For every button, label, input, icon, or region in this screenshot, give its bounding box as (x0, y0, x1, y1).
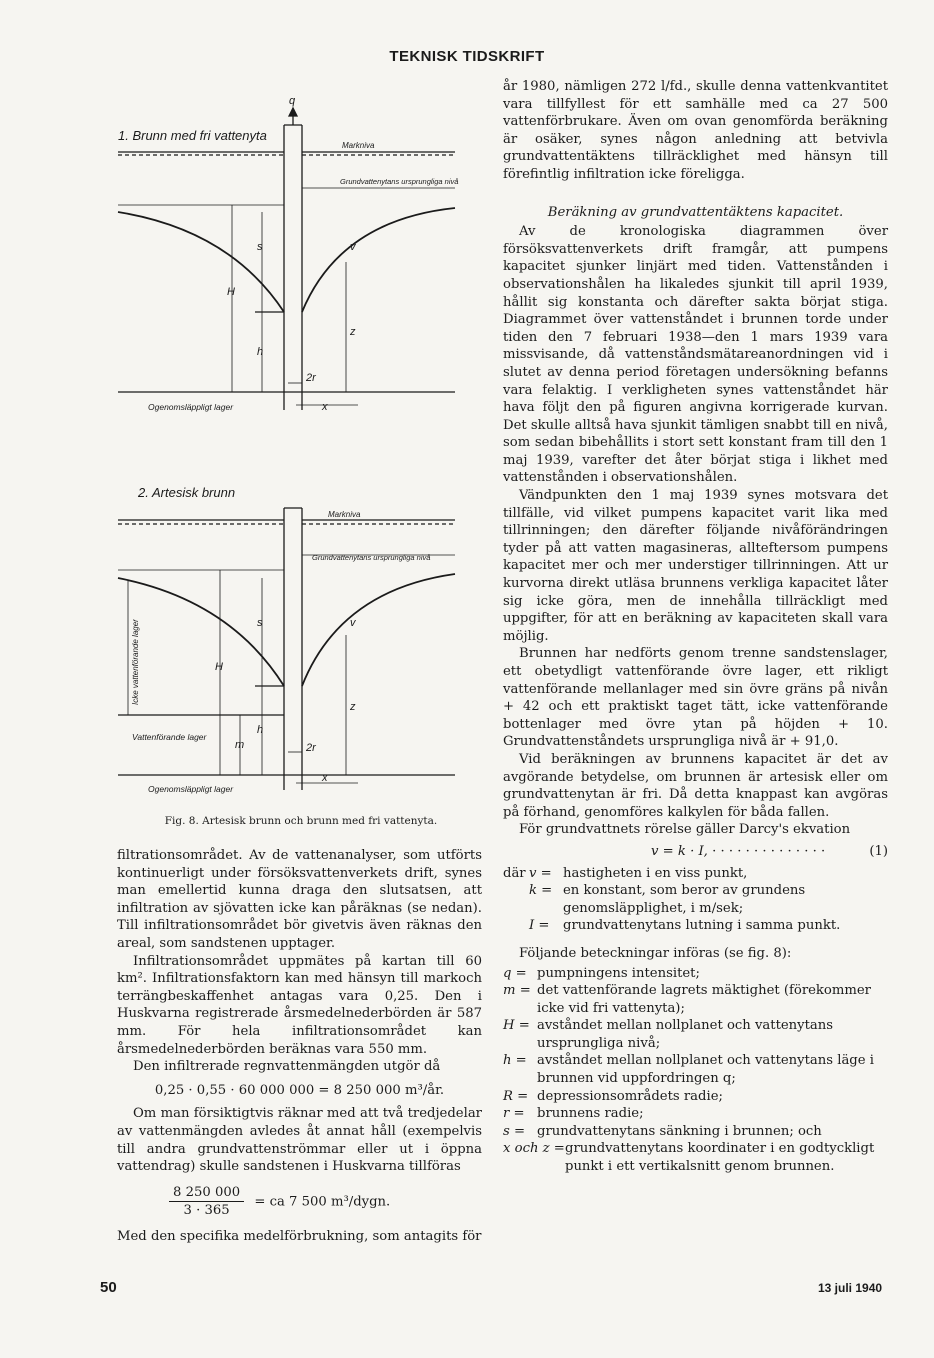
right-paragraph-3: Vändpunkten den 1 maj 1939 synes motsvara det tillfälle, vid vilket pumpens kapacitet varit lika med tillrinningen; den därefter följande nivåförändringen tyder på att vatten magasineras, allteftersom pumpens kapacitet mer och mer understiger tillrinningen. Att ur kurvorna direkt utläsa brunnens verkliga kapacitet låter sig icke göra, men de innehålla tillräckligt med uppgifter, för att en beräkning av kapaciteten skall vara möjlig. (503, 488, 888, 644)
label-H-1: H (227, 286, 235, 298)
panel2-title: 2. Artesisk brunn (138, 485, 236, 500)
label-q: q (289, 95, 296, 107)
definition-row (503, 1017, 888, 1052)
darcy-dots: · · · · · · · · · · · · · · (712, 843, 826, 859)
depression-curve-2-left (118, 578, 284, 686)
def-symbol: I = (529, 918, 550, 934)
vattenforande-label: Vattenförande lager (132, 732, 207, 742)
q-arrowhead-1 (289, 108, 297, 116)
right-paragraph-5: Vid beräkningen av brunnens kapacitet är det av avgörande betydelse, om brunnen är artesisk eller om grundvattenytan är fri. Då detta knappast kan avgöras på förhand, genomföres kalkylen för båda fallen. (503, 751, 888, 820)
def-text: avståndet mellan nollplanet och vattenytans ursprungliga nivå; (537, 1018, 834, 1051)
def-text: grundvattenytans lutning i samma punkt. (563, 918, 841, 934)
definition-row (503, 965, 888, 983)
depression-curve-1-left (118, 212, 284, 312)
equation-infiltration: 0,25 · 0,55 · 60 000 000 = 8 250 000 m³/år. (154, 1082, 445, 1098)
def-text: depressionsområdets radie; (537, 1088, 723, 1104)
def-text: grundvattenytans sänkning i brunnen; och (537, 1123, 822, 1139)
fraction-numerator: 8 250 000 (169, 1184, 244, 1203)
darcy-formula: v = k · I, (651, 843, 708, 859)
def-symbol: s = (503, 1123, 526, 1139)
depression-curve-2-right (302, 574, 455, 686)
definition-row (503, 1088, 888, 1106)
def-text: pumpningens intensitet; (537, 965, 700, 981)
orig-level-label-1: Grundvattenytans ursprungliga nivå (340, 177, 459, 186)
right-paragraph-7: Följande beteckningar införas (se fig. 8): (519, 945, 792, 961)
def-text: brunnens radie; (537, 1106, 644, 1122)
definitions-list-1 (503, 865, 888, 935)
label-v-2: v (350, 617, 356, 629)
journal-masthead: TEKNISK TIDSKRIFT (389, 48, 545, 65)
left-paragraph-5: Med den specifika medelförbrukning, som antagits för (117, 1228, 482, 1244)
def-symbol: v = (529, 865, 552, 881)
label-m: m (235, 739, 245, 751)
def-symbol: R = (503, 1088, 529, 1104)
label-h-1: h (257, 346, 264, 358)
definition-row (503, 1105, 888, 1123)
issue-date: 13 juli 1940 (818, 1281, 883, 1295)
def-text: hastigheten i en viss punkt, (563, 865, 748, 881)
label-r-1: 2r (306, 372, 316, 384)
definition-row (503, 917, 888, 935)
def-symbol: k = (529, 883, 553, 899)
right-paragraph-1: år 1980, nämligen 272 l/fd., skulle denna vattenkvantitet vara tillfyllest för ett samhälle med ca 27 500 vattenförbrukare. Även om ovan genomförda beräkning är osäker, synes någon anledning att betvivla grundvattentäktens tillräcklighet med hänsyn till förefintlig infiltration icke föreligga. (503, 79, 888, 182)
label-H-2: H (215, 661, 223, 673)
label-x-2: x (322, 772, 328, 784)
def-symbol: m = (503, 983, 531, 999)
label-s-1: s (257, 241, 263, 253)
definitions-list-2 (503, 965, 888, 1176)
impermeable-label-1: Ogenomsläppligt lager (148, 402, 234, 412)
figure-caption: Fig. 8. Artesisk brunn och brunn med fri vattenyta. (164, 815, 438, 827)
markniva-label-1: Markniva (342, 141, 375, 150)
label-s-2: s (257, 617, 263, 629)
definition-row (503, 1123, 888, 1141)
left-paragraph-2: Infiltrationsområdet uppmätes på kartan till 60 km². Infiltrationsfaktorn kan med hänsyn till markoch terrängbeskaffenhet antagas vara 0,25. Den i Huskvarna registrerade årsmedelnederbörden är 587 mm. För hela infiltrationsområdet kan årsmedelnederbörden beräknas vara 550 mm. (117, 953, 482, 1057)
right-paragraph-2: Av de kronologiska diagrammen över försöksvattenverkets drift framgår, att pumpens kapacitet sjunker linjärt med tiden. Vattenstånden i observationshålen ha likaledes sjunkit till april 1939, hållit sig konstanta och därefter sakta börjat stiga. Diagrammet över vattenståndet i brunnen torde under tiden den 7 februari 1938—den 1 mars 1939 vara missvisande, då vattenståndsmätareanordningen vid i slutet av denna period företagen undersökning befanns vara felaktig. I verkligheten synes vattenståndet här hava följt den på figuren angivna korrigerade kurvan. Det skulle alltså hava sjunkit tämligen snabbt till en nivå, som sedan bibehållits i stort sett konstant fram till den 1 maj 1939, varefter det åter börjat stiga i likhet med vattenstånden i observationshålen. (503, 224, 888, 486)
def-text: en konstant, som beror av grundens genomsläpplighet, i m/sek; (563, 883, 806, 916)
def-symbol: r = (503, 1106, 525, 1122)
orig-level-label-2: Grundvattenytans ursprungliga nivå (312, 553, 431, 562)
fraction-result: = ca 7 500 m³/dygn. (254, 1194, 391, 1210)
def-text: det vattenförande lagrets mäktighet (förekommer icke vid fri vattenyta); (537, 983, 871, 1016)
definition-row (503, 865, 888, 883)
fraction-denominator: 3 · 365 (183, 1203, 230, 1219)
section-heading: Beräkning av grundvattentäktens kapacitet. (547, 204, 844, 220)
fraction (169, 1184, 244, 1220)
label-z-2: z (350, 701, 356, 713)
impermeable-label-2: Ogenomsläppligt lager (148, 784, 234, 794)
right-column (503, 78, 888, 1178)
left-column (117, 847, 482, 1245)
depression-curve-1-right (302, 208, 455, 312)
where-label: där (503, 865, 526, 881)
definition-row (503, 882, 888, 917)
label-h-2: h (257, 724, 264, 736)
def-symbol: x och z = (503, 1141, 565, 1157)
right-paragraph-4: Brunnen har nedförts genom trenne sandstenslager, ett obetydligt vattenförande övre lager, ett rikligt vattenförande mellanlager med sin övre gräns på nivån + 42 och ett praktiskt taget tätt, icke vattenförande bottenlager med övre ytan på höjden + 10. Grundvattenståndets ursprungliga nivå är + 91,0. (503, 646, 888, 750)
left-paragraph-3: Den infiltrerade regnvattenmängden utgör då (133, 1059, 441, 1075)
panel1-title: 1. Brunn med fri vattenyta (118, 128, 267, 143)
def-text: avståndet mellan nollplanet och vattenytans läge i brunnen vid uppfordringen q; (537, 1053, 874, 1087)
def-text: grundvattenytans koordinater i en godtyckligt punkt i ett vertikalsnitt genom brunnen. (565, 1141, 875, 1175)
definition-row (503, 1140, 888, 1175)
label-z-1: z (350, 326, 356, 338)
definition-row (503, 1052, 888, 1087)
label-x-1: x (322, 401, 328, 413)
darcy-eq-number: (1) (869, 843, 888, 859)
figure-8-diagram (0, 0, 480, 815)
right-paragraph-6: För grundvattnets rörelse gäller Darcy's ekvation (519, 822, 851, 838)
definition-row (503, 982, 888, 1017)
label-r-2: 2r (306, 742, 316, 754)
icke-vattenforande-label: Icke vattenförande lager (131, 619, 140, 705)
label-v-1: v (350, 241, 356, 253)
def-symbol: q = (503, 965, 527, 981)
darcy-equation (503, 843, 888, 861)
def-symbol: H = (503, 1018, 530, 1034)
page-number: 50 (100, 1279, 117, 1296)
def-symbol: h = (503, 1053, 527, 1069)
left-paragraph-1: filtrationsområdet. Av de vattenanalyser, som utförts kontinuerligt under försöksvattenverkets drift, synes man emellertid kunna draga den slutsatsen, att infiltration av sjövatten icke kan påräknas (se nedan). Till infiltrationsområdet bör givetvis även räknas den areal, som sandstenen upptager. (117, 848, 482, 951)
markniva-label-2: Markniva (328, 510, 361, 519)
fraction-equation (117, 1184, 482, 1220)
left-paragraph-4: Om man försiktigtvis räknar med att två tredjedelar av vattenmängden avledes åt annat håll (exempelvis till andra grundvattenströmmar eller ut i öppna vattendrag) skulle sandstenen i Huskvarna tillföras (117, 1106, 482, 1175)
